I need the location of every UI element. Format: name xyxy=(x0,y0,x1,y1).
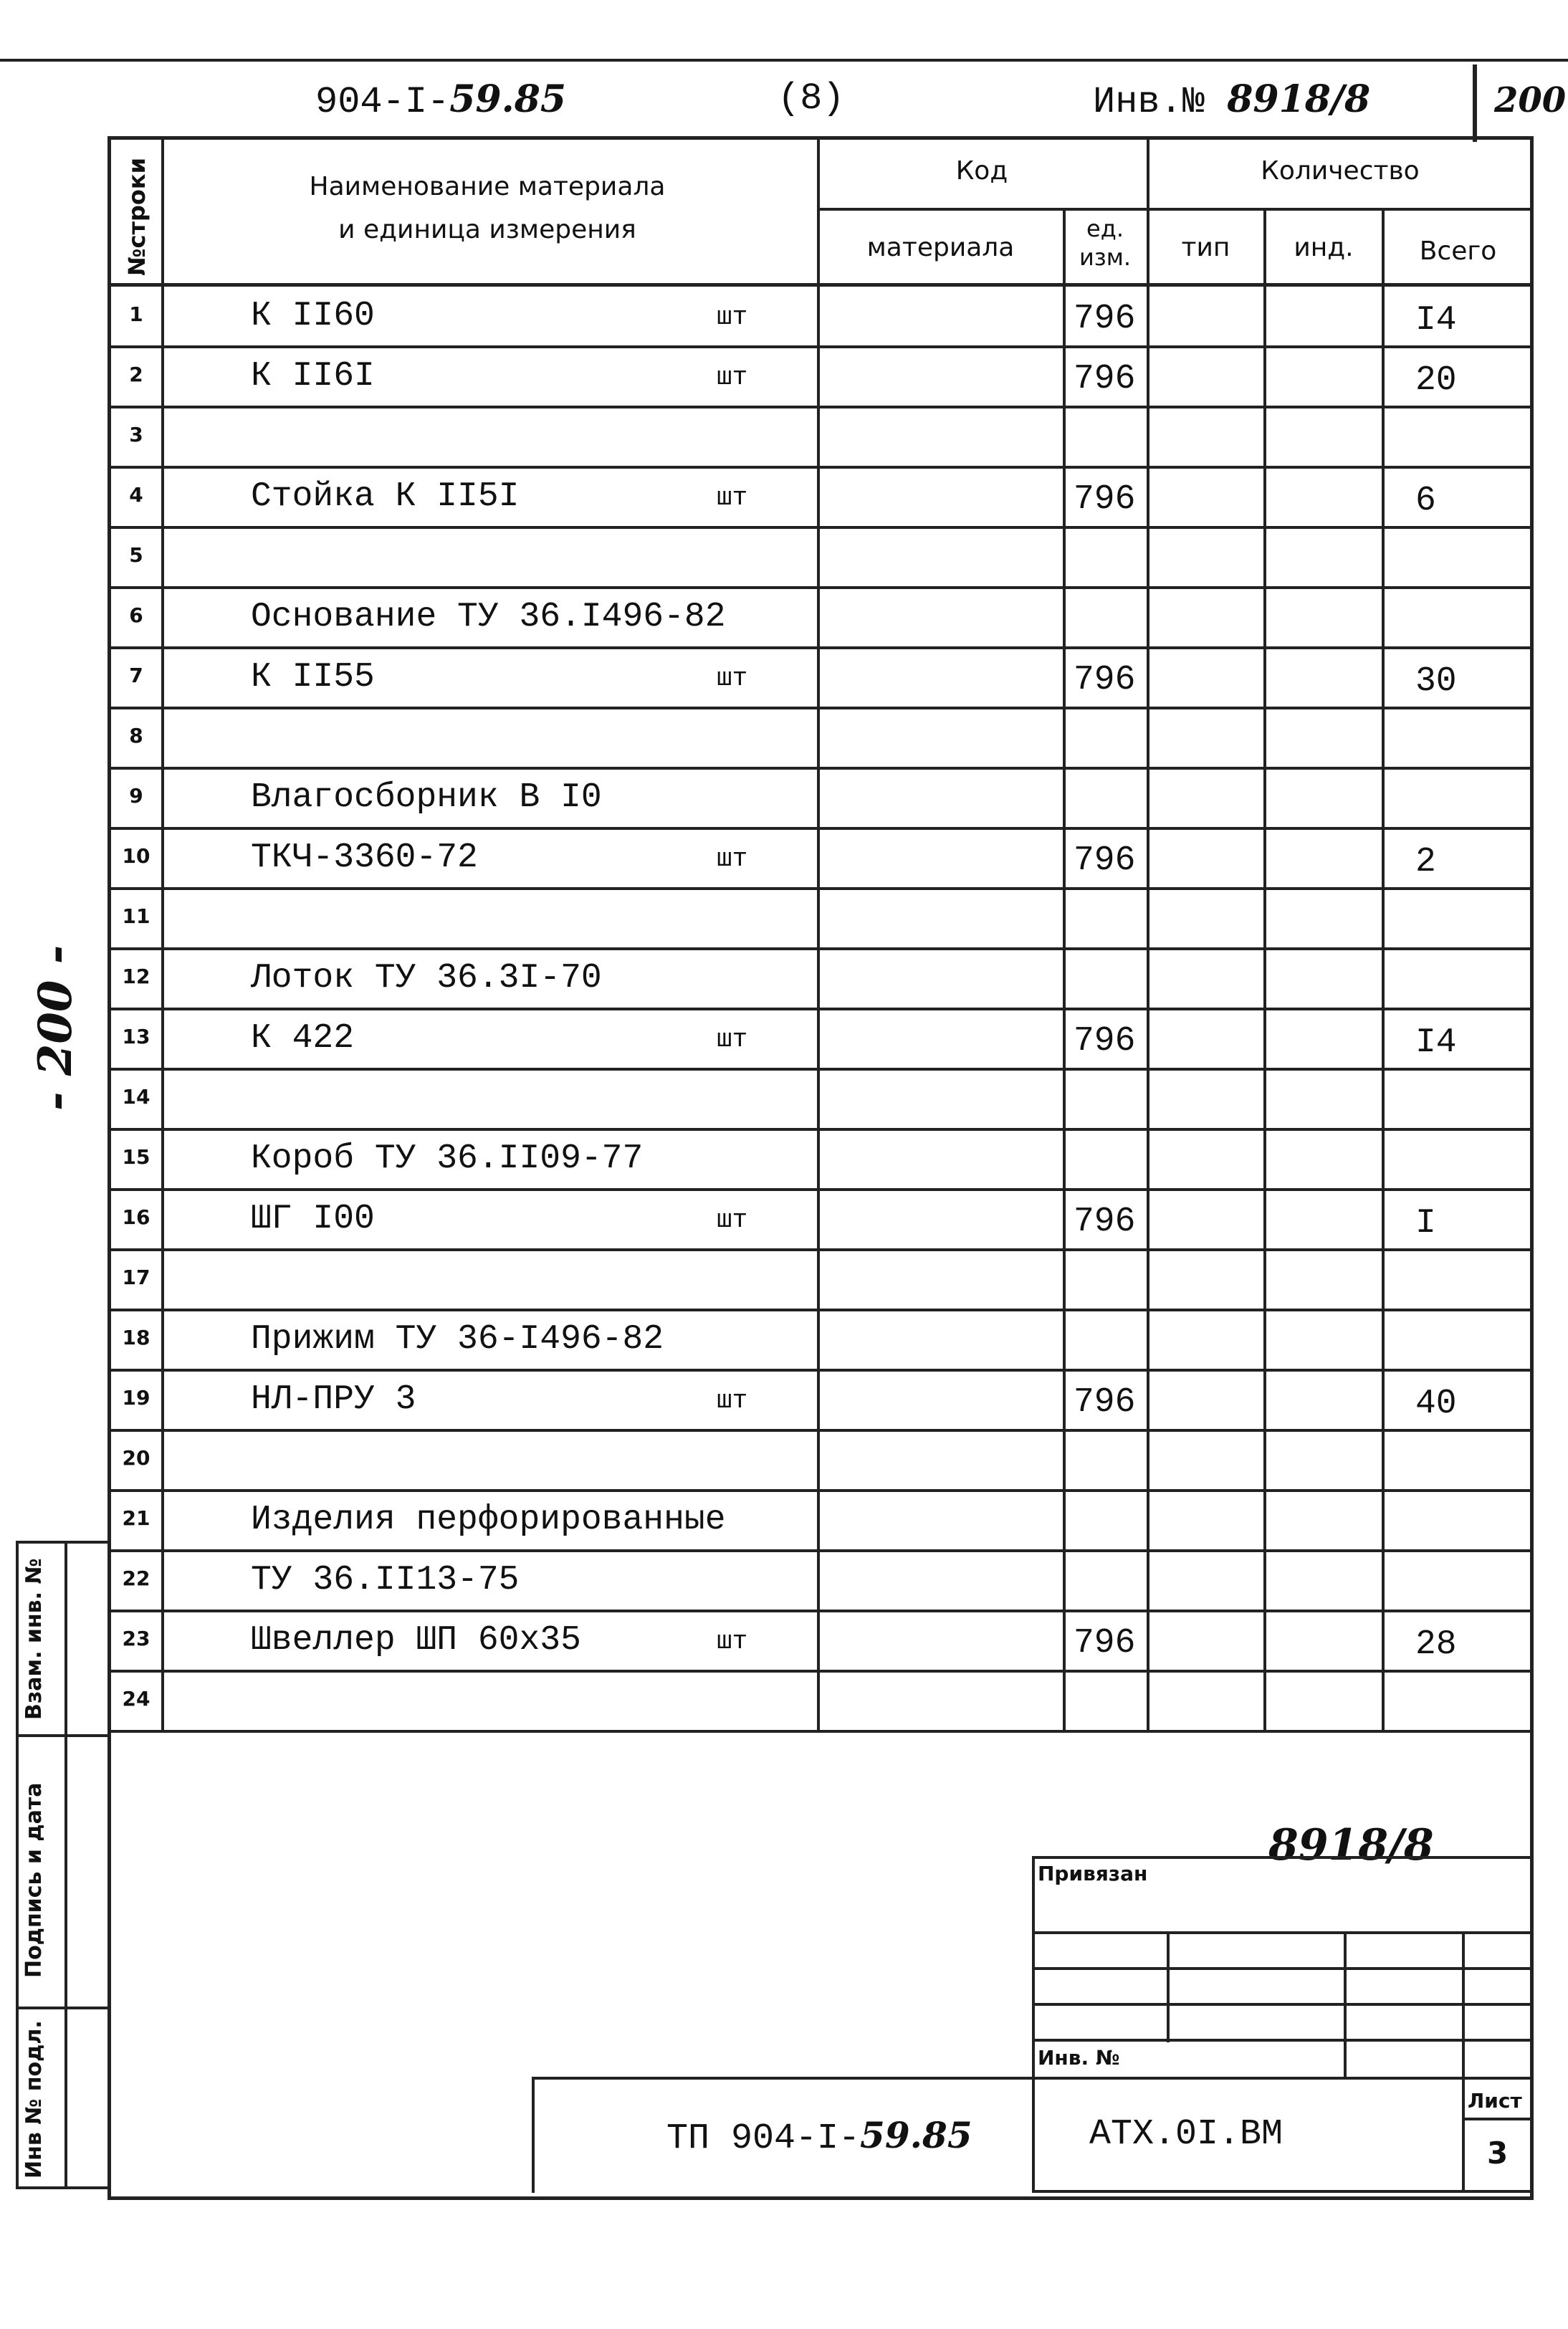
row-separator xyxy=(107,767,1534,770)
doc-number-prefix: 904-I- xyxy=(315,81,450,123)
row-number: 4 xyxy=(129,483,143,507)
row-unit: шт xyxy=(717,1025,748,1054)
row-name: Основание ТУ 36.I496-82 xyxy=(251,598,726,636)
row-separator xyxy=(107,887,1534,890)
row-separator xyxy=(107,466,1534,469)
row-number: 8 xyxy=(129,724,143,747)
stamp-line-2 xyxy=(1032,1967,1534,1970)
row-number: 10 xyxy=(122,844,150,868)
row-name: ТКЧ-3360-72 xyxy=(251,838,478,877)
row-code: 796 xyxy=(1074,360,1136,398)
row-separator xyxy=(107,1730,1534,1733)
row-code: 796 xyxy=(1074,1383,1136,1422)
row-number: 9 xyxy=(129,784,143,808)
row-unit: шт xyxy=(717,664,748,693)
row-code: 796 xyxy=(1074,300,1136,338)
stamp-title-prefix: ТП 904-I- xyxy=(666,2118,861,2159)
row-separator xyxy=(107,1188,1534,1191)
stamp-vline-3 xyxy=(1462,1931,1465,2078)
stamp-list-divider xyxy=(1462,2077,1465,2193)
row-separator xyxy=(107,406,1534,408)
row-total: 28 xyxy=(1415,1625,1457,1664)
row-name: К 422 xyxy=(251,1019,355,1058)
side-label-inv-podl: Инв № подл. xyxy=(21,2020,47,2179)
row-number: 14 xyxy=(122,1085,150,1109)
row-separator xyxy=(107,1369,1534,1372)
row-number: 24 xyxy=(122,1687,150,1711)
row-number: 17 xyxy=(122,1266,150,1289)
row-separator xyxy=(107,947,1534,950)
row-total: 2 xyxy=(1415,843,1436,881)
side-label-vzam: Взам. инв. № xyxy=(21,1558,47,1720)
top-rule xyxy=(0,59,1568,62)
row-separator xyxy=(107,646,1534,649)
stamp-line-1 xyxy=(1032,1931,1534,1934)
corner-divider xyxy=(1473,64,1477,142)
row-unit: шт xyxy=(717,844,748,874)
row-total: I4 xyxy=(1415,1023,1457,1062)
page-paren: (8) xyxy=(778,77,845,120)
row-number: 7 xyxy=(129,664,143,687)
col-header-izm: изм. xyxy=(1079,244,1132,271)
col-header-tip: тип xyxy=(1181,233,1230,262)
row-number: 13 xyxy=(122,1025,150,1048)
row-unit: шт xyxy=(717,363,748,392)
row-unit: шт xyxy=(717,1205,748,1235)
inventory-number xyxy=(1093,77,1370,123)
inventory-label: Инв.№ xyxy=(1093,81,1205,123)
stamp-vline-2 xyxy=(1344,1931,1347,2078)
stamp-vline-1 xyxy=(1167,1931,1170,2042)
row-total: 40 xyxy=(1415,1385,1457,1423)
row-name: Лоток ТУ 36.3I-70 xyxy=(251,959,602,998)
row-separator xyxy=(107,1008,1534,1010)
row-unit: шт xyxy=(717,1627,748,1656)
row-number: 15 xyxy=(122,1145,150,1169)
side-divider-2 xyxy=(16,2007,107,2009)
row-separator xyxy=(107,827,1534,830)
row-separator xyxy=(107,1489,1534,1492)
row-number: 18 xyxy=(122,1326,150,1349)
stamp-title-handwritten: 59.85 xyxy=(860,2114,972,2156)
row-total: I4 xyxy=(1415,301,1457,340)
row-total: 6 xyxy=(1415,482,1436,520)
row-code: 796 xyxy=(1074,661,1136,699)
row-name: Прижим ТУ 36-I496-82 xyxy=(251,1320,664,1359)
row-name: Короб ТУ 36.II09-77 xyxy=(251,1139,644,1178)
row-name: К II60 xyxy=(251,297,375,335)
row-name: К II6I xyxy=(251,357,375,396)
row-total: 20 xyxy=(1415,361,1457,400)
margin-handwritten-number: - 200 - xyxy=(29,944,82,1111)
row-name: К II55 xyxy=(251,658,375,697)
col-line-ind xyxy=(1382,208,1385,1731)
row-code: 796 xyxy=(1074,1202,1136,1241)
side-label-podpis: Подпись и дата xyxy=(21,1782,47,1978)
row-separator xyxy=(107,1309,1534,1311)
row-number: 16 xyxy=(122,1205,150,1229)
row-separator xyxy=(107,526,1534,529)
row-number: 2 xyxy=(129,363,143,386)
row-unit: шт xyxy=(717,483,748,512)
col-header-name-1: Наименование материала xyxy=(309,172,666,201)
row-number: 12 xyxy=(122,965,150,988)
row-number: 3 xyxy=(129,423,143,446)
row-separator xyxy=(107,1670,1534,1673)
row-code: 796 xyxy=(1074,841,1136,880)
row-separator xyxy=(107,1429,1534,1432)
col-header-materiala: материала xyxy=(866,233,1015,262)
row-separator xyxy=(107,345,1534,348)
row-number: 5 xyxy=(129,543,143,567)
col-header-kolichestvo: Количество xyxy=(1261,156,1420,186)
col-header-ind: инд. xyxy=(1294,233,1354,262)
row-code: 796 xyxy=(1074,480,1136,519)
row-number: 23 xyxy=(122,1627,150,1650)
col-line-material xyxy=(1063,208,1066,1731)
col-header-vsego: Всего xyxy=(1419,236,1497,266)
stamp-inv-label: Инв. № xyxy=(1038,2046,1120,2070)
doc-number xyxy=(315,77,566,123)
row-number: 19 xyxy=(122,1386,150,1410)
col-header-kod: Код xyxy=(955,156,1008,186)
row-number: 11 xyxy=(122,904,150,928)
row-code: 796 xyxy=(1074,1022,1136,1061)
stamp-title xyxy=(666,2114,972,2159)
col-header-num: №строки xyxy=(123,157,150,276)
row-total: 30 xyxy=(1415,662,1457,701)
row-separator xyxy=(107,707,1534,709)
stamp-line-4 xyxy=(1032,2039,1534,2042)
row-number: 21 xyxy=(122,1506,150,1530)
col-line-tip xyxy=(1263,208,1266,1731)
col-header-ed: ед. xyxy=(1086,215,1124,242)
row-name: Швеллер ШП 60х35 xyxy=(251,1621,581,1660)
side-divider-1 xyxy=(16,1734,107,1737)
stamp-list-value: 3 xyxy=(1487,2136,1509,2171)
row-separator xyxy=(107,586,1534,589)
row-name: ШГ I00 xyxy=(251,1200,375,1238)
row-separator xyxy=(107,1248,1534,1251)
row-number: 1 xyxy=(129,302,143,326)
doc-number-handwritten: 59.85 xyxy=(449,77,567,121)
stamp-line-3 xyxy=(1032,2003,1534,2006)
row-separator xyxy=(107,1610,1534,1612)
row-number: 22 xyxy=(122,1567,150,1590)
header-bottom-line xyxy=(107,283,1534,287)
row-name: Изделия перфорированные xyxy=(251,1501,726,1539)
row-number: 20 xyxy=(122,1446,150,1470)
row-name: Влагосборник В I0 xyxy=(251,778,602,817)
row-code: 796 xyxy=(1074,1624,1136,1663)
row-separator xyxy=(107,1549,1534,1552)
stamp-code: АТХ.0I.ВМ xyxy=(1089,2114,1283,2155)
corner-number: 200 xyxy=(1494,80,1567,120)
row-separator xyxy=(107,1128,1534,1131)
stamp-list-line xyxy=(1462,2118,1534,2120)
col-header-name-2: и единица измерения xyxy=(338,215,636,244)
row-name: НЛ-ПРУ 3 xyxy=(251,1380,416,1419)
row-unit: шт xyxy=(717,302,748,332)
row-number: 6 xyxy=(129,603,143,627)
stamp-list-label: Лист xyxy=(1468,2089,1522,2113)
stamp-handwritten-number: 8918/8 xyxy=(1268,1820,1434,1870)
row-unit: шт xyxy=(717,1386,748,1415)
side-inner-line xyxy=(64,1541,67,2189)
row-total: I xyxy=(1415,1204,1436,1243)
row-separator xyxy=(107,1068,1534,1071)
inventory-handwritten: 8918/8 xyxy=(1227,77,1371,121)
row-name: Стойка К II5I xyxy=(251,477,520,516)
header-split-line xyxy=(817,208,1534,211)
stamp-privyazan-label: Привязан xyxy=(1038,1862,1148,1885)
row-name: ТУ 36.II13-75 xyxy=(251,1561,520,1599)
